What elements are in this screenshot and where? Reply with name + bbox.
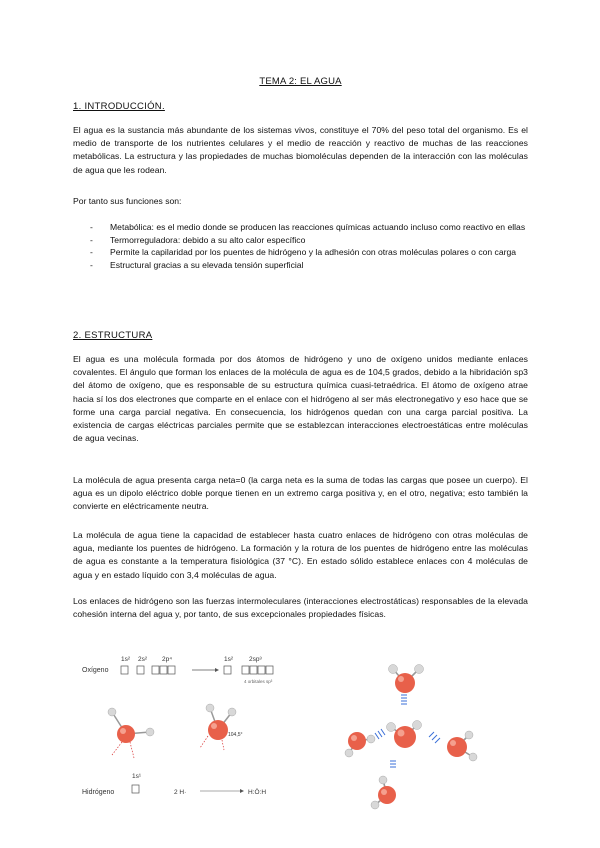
oxygen-label: Oxígeno bbox=[82, 667, 109, 674]
bullet-dash: - bbox=[90, 259, 93, 270]
orbital-diagram bbox=[82, 650, 292, 810]
list-item-text: Permite la capilaridad por los puentes de hidrógeno y la adhesión con otras moléculas polares o con carga bbox=[110, 247, 517, 258]
lewis-right: H:Ö:H bbox=[248, 789, 267, 796]
bond-angle-label: 104,5° bbox=[228, 732, 243, 738]
orbital-1s-label: 1s² bbox=[121, 656, 131, 663]
hydrogen-atom bbox=[389, 665, 398, 674]
section-heading-estructura: 2. ESTRUCTURA bbox=[73, 330, 153, 341]
arrow-head-icon bbox=[215, 668, 219, 672]
paragraph-introduccion: El agua es la sustancia más abundante de los sistemas vivos, constituye el 70% del peso total del organismo. Es el medio de transporte de los nutrientes celulares y el medio de reacción y reactivo de muchas de las reacciones metabólicas. La estructura y las propiedades de muchas biomoléculas dependen de la interacción con las moléculas de agua que les rodean. bbox=[73, 125, 528, 175]
list-item-text: Estructural gracias a su elevada tensión superficial bbox=[110, 259, 304, 270]
list-item bbox=[90, 221, 528, 234]
water-molecule-1 bbox=[108, 708, 154, 758]
orbital-figure bbox=[82, 650, 292, 810]
oxygen-atom bbox=[348, 732, 366, 750]
oxygen-atom bbox=[378, 786, 396, 804]
water-molecule-2 bbox=[200, 704, 243, 750]
paragraph-estructura-4: Los enlaces de hidrógeno son las fuerzas intermoleculares (interacciones electrostáticas) responsables de la elevada cohesión interna del agua y, por tanto, de sus excepcionales propiedades físicas. bbox=[73, 596, 528, 620]
hydrogen-orbital-box bbox=[132, 785, 139, 793]
hybrid-note: 4 orbitales sp³ bbox=[244, 679, 273, 684]
hydrogen-atom bbox=[415, 665, 424, 674]
hydrogen-atom bbox=[146, 728, 154, 736]
list-item bbox=[90, 246, 528, 259]
functions-intro: Por tanto sus funciones son: bbox=[73, 196, 182, 206]
hydrogen-atom bbox=[371, 801, 379, 809]
hydrogen-atom bbox=[379, 776, 387, 784]
orbital-sp3-label: 2sp³ bbox=[249, 656, 262, 663]
lewis-left: 2 H· bbox=[174, 789, 187, 796]
hydrogen-atom bbox=[413, 721, 422, 730]
orbital-2p-label: 2p⁴ bbox=[162, 656, 173, 663]
hydrogen-atom bbox=[345, 749, 353, 757]
page-title: TEMA 2: EL AGUA bbox=[259, 76, 342, 87]
hydrogen-atom bbox=[465, 731, 473, 739]
oxygen-atom bbox=[395, 673, 415, 693]
hydrogen-atom bbox=[367, 735, 375, 743]
arrow-head-icon bbox=[240, 789, 244, 793]
hydrogen-atom bbox=[387, 723, 396, 732]
list-item bbox=[90, 259, 528, 272]
list-item bbox=[90, 234, 528, 247]
hydrogen-orbital-label: 1s¹ bbox=[132, 773, 142, 780]
oxygen-atom bbox=[394, 726, 416, 748]
hydrogen-atom bbox=[108, 708, 116, 716]
oxygen-atom bbox=[208, 720, 228, 740]
hydrogen-atom bbox=[228, 708, 236, 716]
bullet-dash: - bbox=[90, 247, 93, 258]
oxygen-atom bbox=[447, 737, 467, 757]
hydrogen-label: Hidrógeno bbox=[82, 789, 115, 796]
hydrogen-bond-figure bbox=[335, 655, 495, 813]
hydrogen-atom bbox=[206, 704, 214, 712]
oxygen-atom bbox=[117, 725, 135, 743]
list-item-text: Metabólica: es el medio donde se producen las reacciones químicas actuando incluso como reactivo en ellas bbox=[110, 222, 526, 232]
functions-list bbox=[90, 221, 528, 271]
hydrogen-atom bbox=[469, 753, 477, 761]
bullet-dash: - bbox=[90, 222, 93, 232]
paragraph-estructura-3: La molécula de agua tiene la capacidad de establecer hasta cuatro enlaces de hidrógeno con otras moléculas de agua, mediante los puentes de hidrógeno. La formación y la rotura de los puentes de hidrógeno entre las moléculas de agua es constante a la temperatura fisiológica (37 °C). En estado sólido establece enlaces con 4 moléculas de agua y en estado líquido con 3,4 moléculas de agua. bbox=[73, 530, 528, 580]
bullet-dash: - bbox=[90, 234, 93, 245]
paragraph-estructura-2: La molécula de agua presenta carga neta=0 (la carga neta es la suma de todas las cargas que posee un cuerpo). El agua es un dipolo eléctrico doble porque tienen en un extremo carga positiva y, en el otro, negativa; esto también la convierte en eléctricamente neutra. bbox=[73, 475, 528, 512]
paragraph-estructura-1: El agua es una molécula formada por dos átomos de hidrógeno y uno de oxígeno unidos mediante enlaces covalentes. El ángulo que forman los enlaces de la molécula de agua es de 104,5 grados, debido a la hibridación sp3 del átomo de oxígeno, que es responsable de su estructura química cuasi-tetraédrica. El átomo de oxígeno atrae hacia sí los dos electrones que comparte en el enlace con el hidrógeno al ser más electronegativo y eso hace que se forme una carga parcial negativa. En consecuencia, los hidrógenos quedan con una carga parcial positiva. La existencia de cargas eléctricas parciales permite que se establezcan interacciones electroestáticas entre moléculas de agua vecinas. bbox=[73, 354, 528, 444]
hydrogen-bond-diagram bbox=[335, 655, 495, 813]
orbital-2s-label: 2s² bbox=[138, 656, 148, 663]
section-heading-introduccion: 1. INTRODUCCIÓN. bbox=[73, 101, 165, 112]
orbital-1s-b-label: 1s² bbox=[224, 656, 234, 663]
list-item-text: Termorreguladora: debido a su alto calor específico bbox=[110, 234, 306, 245]
